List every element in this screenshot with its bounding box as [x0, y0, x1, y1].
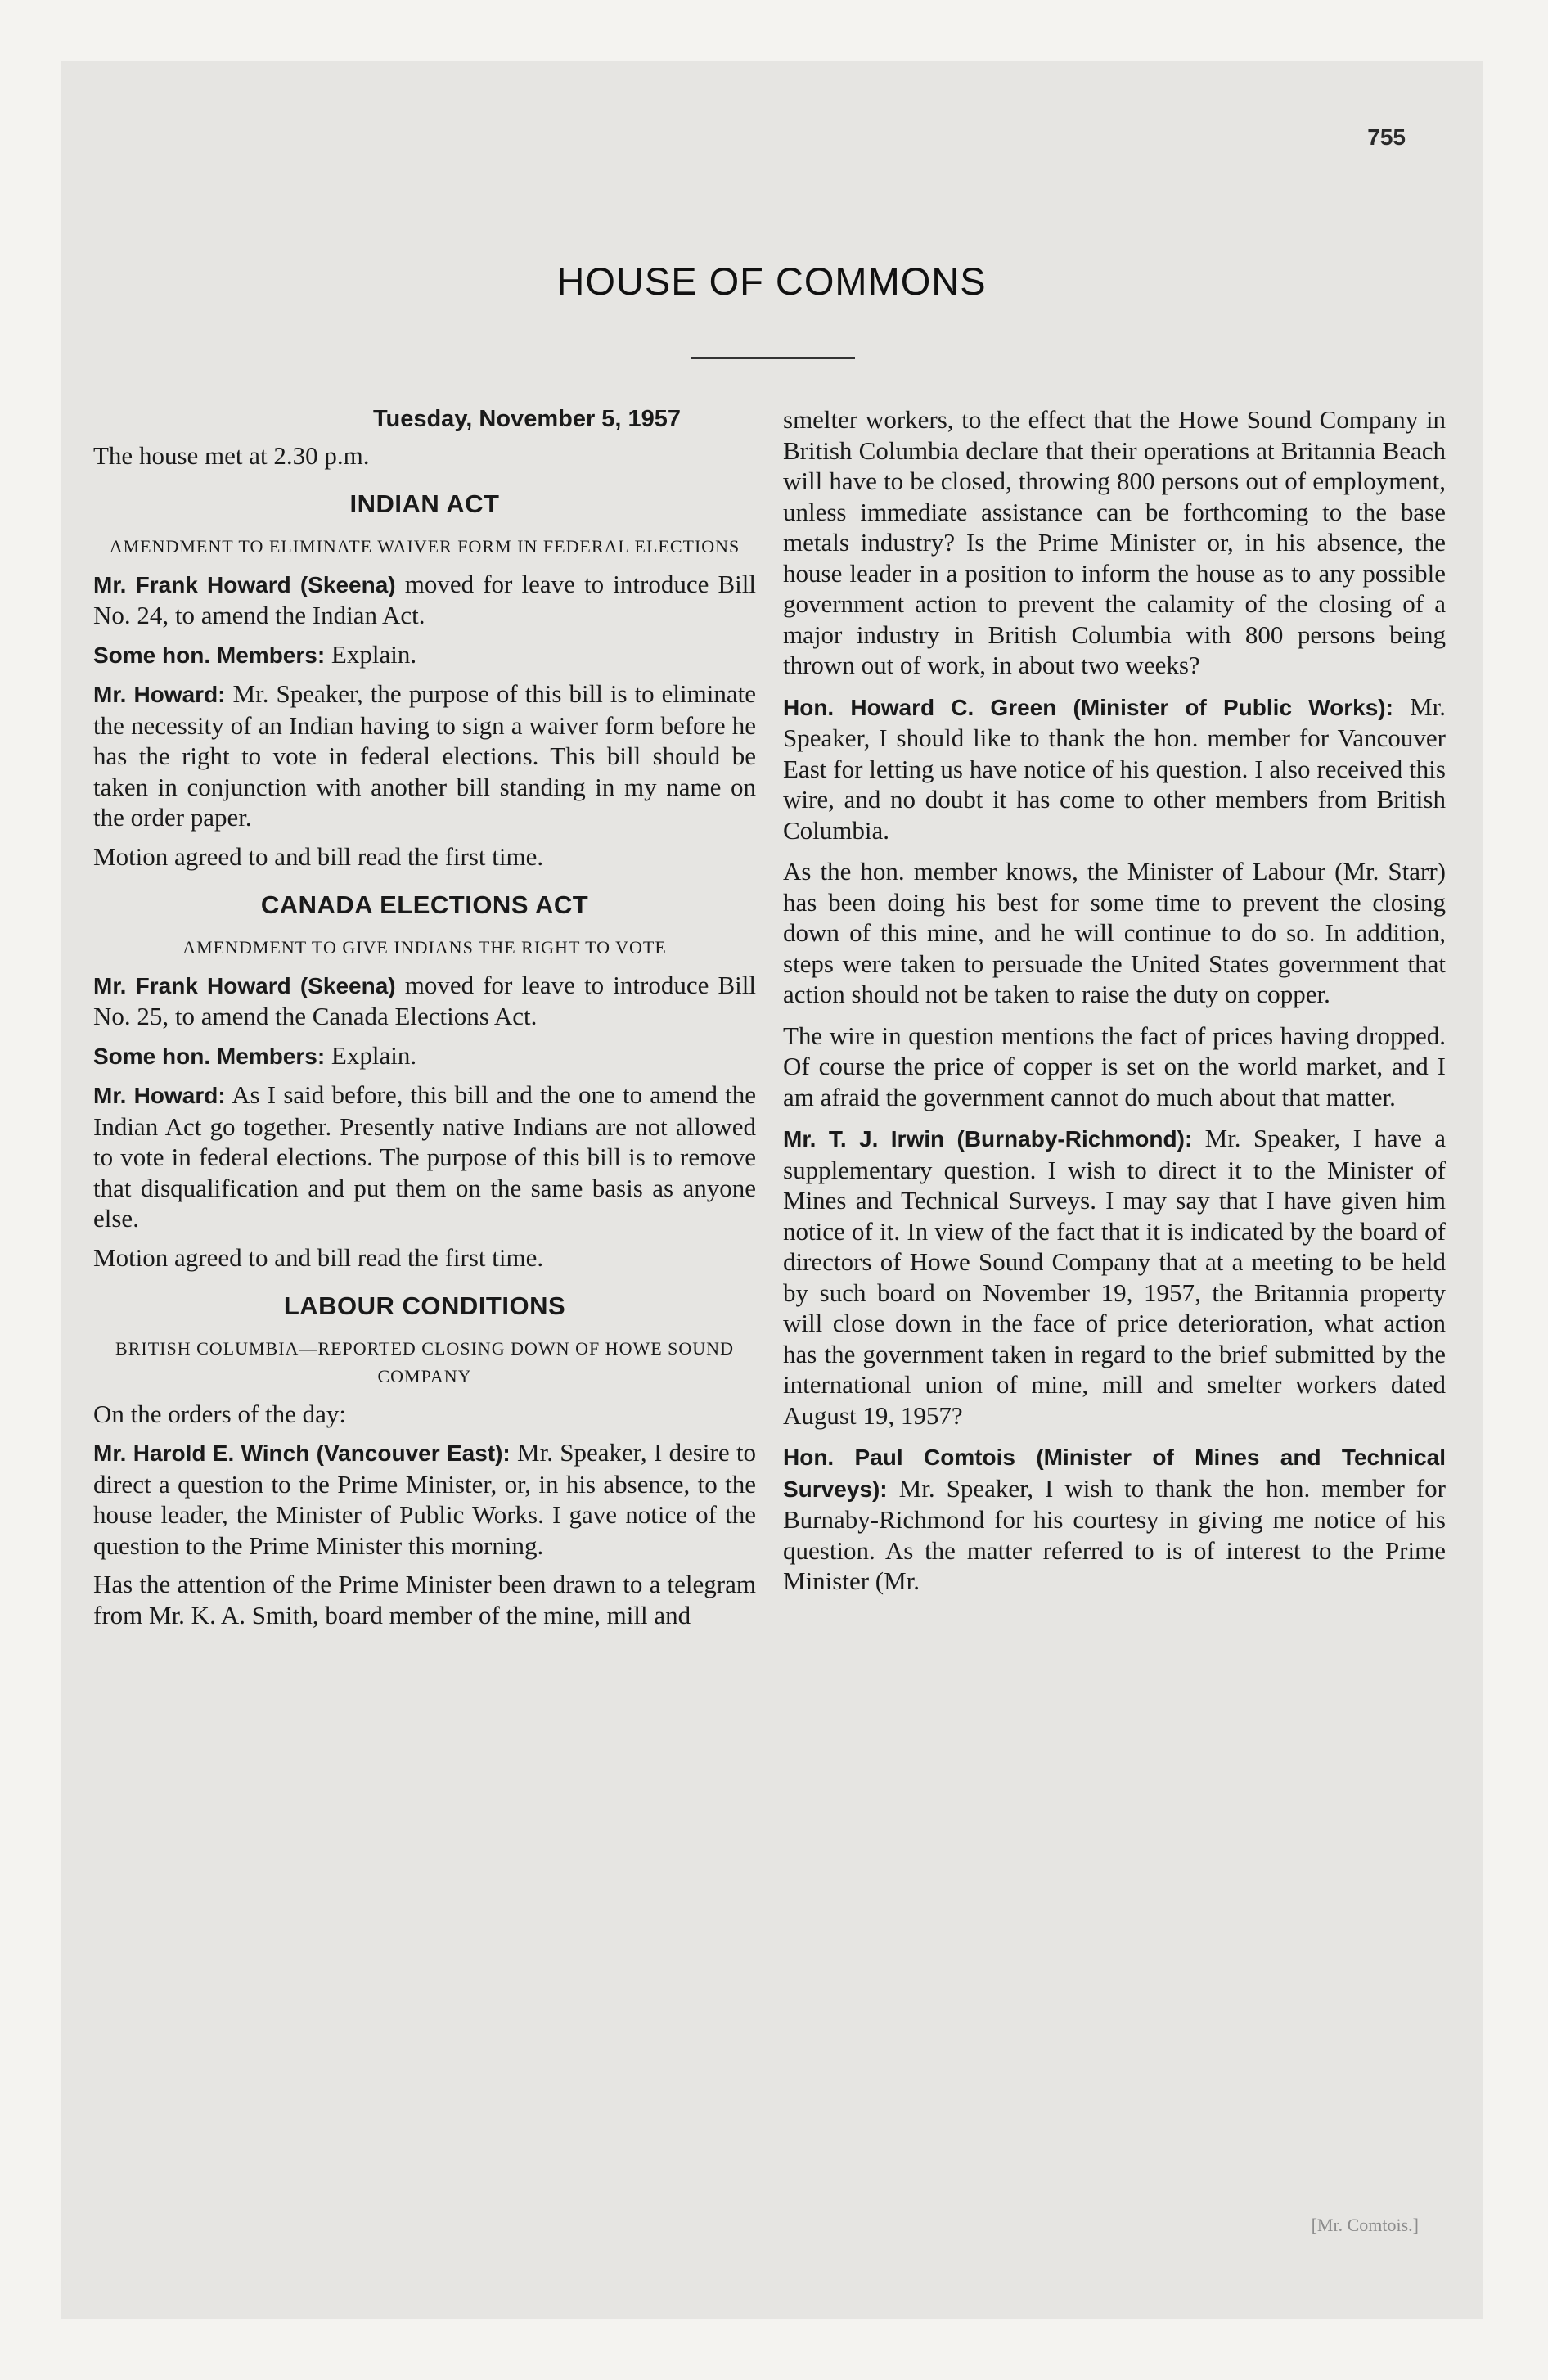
speech-text: Explain.	[325, 639, 417, 669]
speech-text: moved for leave to introduce Bill No. 24, to amend the Indian Act.	[93, 569, 757, 629]
speech-text: moved for leave to introduce Bill No. 25, to amend the Canada Elections Act.	[93, 970, 757, 1030]
speaker-name: Mr. T. J. Irwin (Burnaby-Richmond):	[783, 1126, 1193, 1152]
banner-rule	[691, 357, 855, 359]
speaker-name: Mr. Howard:	[93, 1083, 226, 1108]
section-subheading-indian-act: AMENDMENT TO ELIMINATE WAIVER FORM IN FEDERAL ELECTIONS	[109, 535, 740, 557]
paragraph: Motion agreed to and bill read the first time.	[93, 841, 544, 871]
paragraph: The wire in question mentions the fact of prices having dropped. Of course the price of copper is set on the world market, and I am afraid the government cannot do much about that matter.	[783, 1021, 1446, 1111]
speech-text: Mr. Speaker, I have a supplementary question. I wish to direct it to the Minister of Mines and Technical Surveys. I may say that I have given him notice of it. In view of the fact that it is indicated by the board of directors of Howe Sound Company that at a meeting to be held by such board on November 19, 1957, the Britannia property will close down in the face of price deterioration, what action has the government taken in regard to the brief submitted by the international union of mine, mill and smelter workers dated August 19, 1957?	[783, 1124, 1446, 1430]
page-sheet	[61, 61, 1483, 2319]
section-subheading-labour-conditions: BRITISH COLUMBIA—REPORTED CLOSING DOWN OF HOWE SOUND COMPANY	[115, 1337, 734, 1386]
speaker-name: Some hon. Members:	[93, 1043, 326, 1069]
speaker-name: Mr. Frank Howard (Skeena)	[93, 571, 396, 597]
paragraph	[93, 569, 756, 631]
section-subheading-canada-elections-act: AMENDMENT TO GIVE INDIANS THE RIGHT TO VOTE	[182, 936, 667, 958]
page-number: 755	[1367, 124, 1406, 150]
speech-text: As I said before, this bill and the one to amend the Indian Act go together. Presently native Indians are not allowed to vote in federal elections. The purpose of this bill is to remove that disqualification and put them on the same basis as anyone else.	[93, 1080, 757, 1233]
left-column	[93, 404, 756, 1639]
paragraph	[93, 970, 756, 1032]
speaker-name: Hon. Howard C. Green (Minister of Public Works):	[783, 694, 1393, 720]
paragraph: Motion agreed to and bill read the first time.	[93, 1242, 544, 1272]
paragraph	[783, 1441, 1446, 1597]
paragraph	[93, 1080, 756, 1234]
paragraph	[93, 1437, 756, 1561]
right-column	[783, 404, 1446, 1607]
section-heading-indian-act: INDIAN ACT	[349, 489, 500, 518]
paragraph: smelter workers, to the effect that the Howe Sound Company in British Columbia declare that their operations at Britannia Beach will have to be closed, throwing 800 persons out of employment, unless immediate assistance can be forthcoming to the base metals industry? Is the Prime Minister or, in his absence, the house leader in a position to inform the house as to any possible government action to prevent the calamity of the closing of a major industry in British Columbia with 800 persons being thrown out of work, in about two weeks?	[783, 405, 1446, 679]
paragraph: As the hon. member knows, the Minister of Labour (Mr. Starr) has been doing his best for some time to prevent the closing down of this mine, and he will continue to do so. In addition, steps were taken to persuade the United States government that action should not be taken to raise the duty on copper.	[783, 857, 1446, 1008]
page-footer-mark: [Mr. Comtois.]	[1311, 2215, 1419, 2235]
section-heading-labour-conditions: LABOUR CONDITIONS	[283, 1291, 566, 1320]
paragraph	[93, 678, 756, 833]
paragraph: On the orders of the day:	[93, 1399, 347, 1428]
paragraph	[93, 1040, 756, 1072]
speech-text: Explain.	[325, 1040, 417, 1070]
speaker-name: Mr. Harold E. Winch (Vancouver East):	[93, 1440, 511, 1466]
speech-text: Mr. Speaker, I wish to thank the hon. member for Burnaby-Richmond for his courtesy in giving me notice of his question. As the matter referred to is of interest to the Prime Minister (Mr.	[783, 1473, 1446, 1595]
speaker-name: Mr. Howard:	[93, 682, 226, 707]
paragraph: Has the attention of the Prime Minister been drawn to a telegram from Mr. K. A. Smith, board member of the mine, mill and	[93, 1570, 756, 1629]
speaker-name: Mr. Frank Howard (Skeena)	[93, 972, 396, 998]
speech-text: Mr. Speaker, the purpose of this bill is to eliminate the necessity of an Indian having to sign a waiver form before he has the right to vote in federal elections. This bill should be taken in conjunction with another bill standing in my name on the order paper.	[93, 679, 756, 832]
paragraph	[783, 1123, 1446, 1431]
paragraph	[783, 692, 1446, 846]
page-banner: HOUSE OF COMMONS	[556, 259, 987, 303]
section-heading-canada-elections-act: CANADA ELECTIONS ACT	[260, 890, 589, 919]
sitting-date: Tuesday, November 5, 1957	[372, 406, 682, 432]
speech-text: Mr. Speaker, I desire to direct a question to the Prime Minister, or, in his absence, to the house leader, the Minister of Public Works. I gave notice of the question to the Prime Minister this morning.	[93, 1438, 757, 1560]
speaker-name: Some hon. Members:	[93, 642, 326, 668]
meeting-time: The house met at 2.30 p.m.	[93, 440, 370, 470]
paragraph	[93, 639, 756, 671]
speech-text: Mr. Speaker, I should like to thank the hon. member for Vancouver East for letting us have notice of his question. I also received this wire, and no doubt it has come to other members from British Columbia.	[783, 692, 1447, 845]
speaker-name: Hon. Paul Comtois (Minister of Mines and Technical Surveys):	[783, 1445, 1446, 1502]
